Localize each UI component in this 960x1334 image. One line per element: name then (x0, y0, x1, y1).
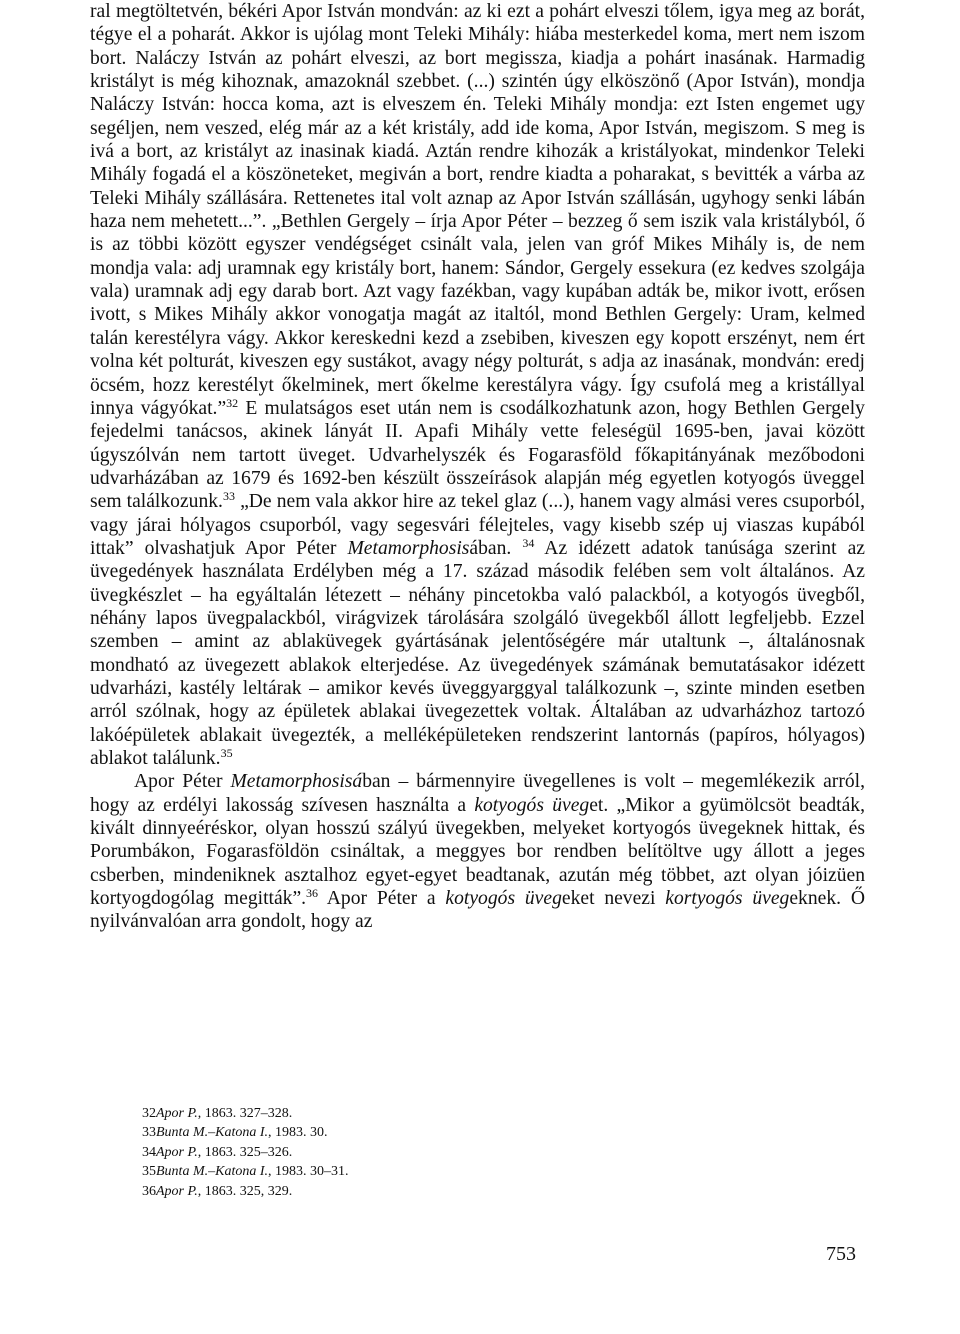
footnote-number: 36 (142, 1183, 156, 1199)
footnote-number: 32 (142, 1106, 156, 1121)
footnote-reference-marker: 32 (226, 395, 239, 410)
footnote (142, 1182, 742, 1201)
footnote (142, 1104, 742, 1123)
body-paragraph (90, 0, 865, 770)
footnote-number: 34 (142, 1144, 156, 1160)
footnote (142, 1123, 742, 1142)
page-number: 753 (826, 1243, 856, 1265)
footnote-author: Apor P. (156, 1144, 198, 1160)
text-run: ral megtöltetvén, békéri Apor István mondván: az ki ezt a pohárt elveszi tőlem, igya meg az borát, tégye el a poharát. Akkor is ujólag mont Teleki Mihály: hiába mesterkedel koma, mert nem iszom bort. Naláczy István az pohárt elveszi, az bort megissza, kiadja a pohárt inasának. Harmadig kristályt is még kihoznak, amazoknál szebbet. (...) szintén úgy elköszönő (Apor István), mondja Naláczy István: hocca koma, azt is elveszem én. Teleki Mihály mondja: ezt Isten engemet ugy segéljen, nem veszed, elég már az a két kristály, add ide koma, Apor István, megiszom. S meg is ivá a bort, az kristályt az inasinak kiadá. Aztán rendre kihozák a kristályokat, mindenkor Teleki Mihály fogadá el a köszöneteket, megiván a bort, rendre kiadta a poharakat, s bevitték a várba az Teleki Mihály szállására. Rettenetes ital volt aznap az Apor István szállásán, ugyhogy senki lábán haza nem mehetett...”. „Bethlen Gergely – írja Apor Péter – bezzeg ő sem iszik vala kristályból, ő is az többi között egyszer vendégséget csinált vala, jelen van gróf Mikes Mihály is, de nem mondja vala: adj uramnak egy kristály bort, hanem: Sándor, Gergely essekura (ez kedves szolgája vala) uramnak adj egy darab bort. Azt vagy fazékban, vagy kupában adták be, mikor ivott, erősen ivott, s Mikes Mihály akkor vonogatja magát az italtól, mond Bethlen Gergely: Uram, kelmed talán kerestélyra vágy. Akkor kereskedni kezd a zsebiben, kiveszen egy kopott erszényt, nem ért volna két polturát, kiveszen egy sustákot, avagy négy polturát, s adja az inasának, mondván: eredj öcsém, hozz kerestélyt őkelminek, mert őkelme kerestályra vágy. Így csufolá meg a kristállyal innya vágyókat.” (90, 1, 865, 419)
text-run: „De nem vala akkor hire az tekel glaz (...), hanem vagy almási veres csuporból, vagy járai hólyagos csuporból, vagy segesvári félejteles, vagy kisebb szép uj viaszas kupából ittak” olvashatjuk Apor Péter (90, 491, 865, 559)
footnote (142, 1162, 742, 1181)
page-content (90, 0, 865, 934)
footnote-number: 33 (142, 1125, 156, 1141)
footnote-author: Bunta M.–Katona I. (156, 1125, 268, 1141)
text-run: Apor Péter (134, 771, 231, 793)
footnote (142, 1143, 742, 1162)
footnote-number: 35 (142, 1164, 156, 1180)
footnotes (142, 1104, 742, 1201)
text-run: eket nevezi (561, 888, 666, 910)
italic-text: kortyogós üveg (665, 888, 790, 910)
text-run: Az idézett adatok tanúsága szerint az üvegedények használata Erdélyben még a 17. század második felében sem volt általános. Az üvegkészlet – ha egyáltalán létezett – néhány pincetokba való palackból, a kotyogós üvegből, néhány lapos üvegpalackból, virágvizek tárolására szolgáló üvegekből állott legfeljebb. Ezzel szemben – amint az ablaküvegek gyártásának jelentőségére már utaltunk –, általánosnak mondható az üvegezett ablakok elterjedése. Az üvegedények számának bemutatásakor idézett udvarházi, kastély leltárak – amikor kevés üveggyarggyal találkozunk –, szinte minden esetben arról szólnak, hogy az épületek ablakai üvegezettek voltak. Általában az udvarházhoz tartozó lakóépületek ablakait üvegezték, a melléképületeken rendszerint lantornás (papíros, hólyagos) ablakot találunk. (90, 537, 865, 769)
text-run: ban – bármennyire üvegellenes is volt – megemlékezik arról, hogy az erdélyi lakosság szívesen használta a (90, 771, 865, 816)
footnote-reference: , 1983. 30–31. (268, 1164, 349, 1180)
footnote-reference-marker: 33 (222, 489, 235, 504)
text-run: ában. (469, 537, 523, 559)
italic-text: kotyogós üveg (474, 794, 590, 816)
footnote-author: Apor P. (156, 1106, 198, 1121)
footnote-author: Bunta M.–Katona I. (156, 1164, 268, 1180)
italic-text: kotyogós üveg (445, 888, 562, 910)
text-run: et. „Mikor a gyümölcsöt beadták, kivált dinnyeéréskor, olyan hosszú szályú üvegekben, melyeket kortyogós üvegeknek hittak, és Porumbákon, Fogarasföldön csináltak, a meggyes bor rendben belítöltve ugy állott a jeges csberben, mindeniknek asztalhoz egyet-egyet beadtanak, azután még többet, azt olyan jóizüen kortyogdogólag megitták”. (90, 794, 865, 910)
footnote-reference-marker: 36 (306, 886, 319, 901)
text-run: eknek. Ő nyilvánvalóan arra gondolt, hogy az (90, 888, 865, 933)
body-paragraph (90, 770, 865, 933)
footnote-author: Apor P. (156, 1183, 198, 1199)
footnote-reference: , 1863. 325–326. (197, 1144, 293, 1160)
italic-text: Metamorphosis (347, 537, 470, 559)
footnote-reference: , 1863. 327–328. (197, 1106, 293, 1121)
italic-text: Metamorphosisá (230, 771, 363, 793)
footnote-reference-marker: 35 (220, 746, 233, 760)
footnote-reference: , 1863. 325, 329. (197, 1183, 293, 1199)
footnote-reference: , 1983. 30. (268, 1125, 328, 1141)
text-run: E mulatságos eset után nem is csodálkozhatunk azon, hogy Bethlen Gergely fejedelmi tanácsos, akinek lányát II. Apafi Mihály vette feleségül 1695-ben, javai között úgyszólván nem tartott üveget. Udvarhelyszék és Fogarasföld főkapitányának mezőbodoni udvarházában az 1679 és 1692-ben készült összeírások alapján még egyetlen kotyogós üveggel sem találkozunk. (90, 397, 865, 513)
footnote-reference-marker: 34 (522, 535, 535, 550)
text-run: Apor Péter a (318, 888, 446, 910)
